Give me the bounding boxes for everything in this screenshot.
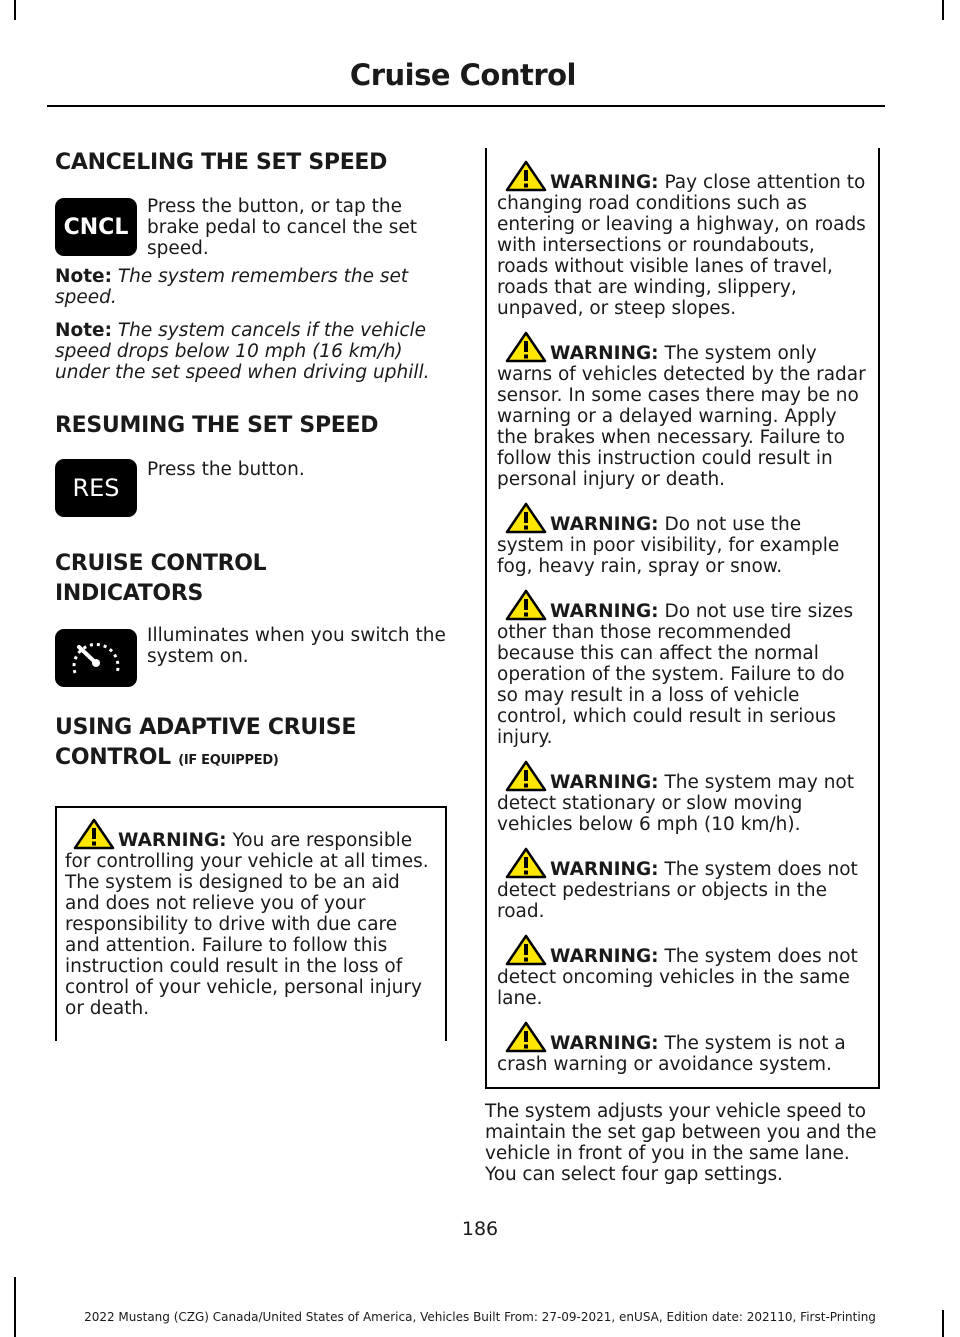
warning-text: The system is not a crash warning or avoidance system. [497, 1033, 846, 1075]
warning-item [497, 1021, 870, 1075]
warning-list [497, 160, 870, 1075]
warning-triangle-icon [505, 760, 547, 792]
warning-item [497, 589, 870, 748]
crop-mark-bottom-left [14, 1277, 16, 1337]
cncl-label: CNCL [63, 214, 129, 240]
page-number: 186 [461, 1218, 499, 1240]
warning-text: The system may not detect stationary or slow moving vehicles below 6 mph (10 km/h). [497, 772, 855, 835]
warning-box-right [485, 148, 880, 1089]
warning-label: WARNING: [118, 830, 227, 851]
warning-triangle-icon [505, 502, 547, 534]
note-label: Note: [55, 266, 112, 287]
left-column [55, 148, 447, 1041]
warning-item [65, 818, 437, 1019]
warning-triangle-icon [505, 934, 547, 966]
warning-item [497, 331, 870, 490]
warning-triangle-icon [505, 331, 547, 363]
section-heading-resuming: RESUMING THE SET SPEED [55, 413, 379, 438]
warning-triangle-icon [73, 818, 115, 850]
note-label: Note: [55, 320, 112, 341]
warning-triangle-icon [505, 589, 547, 621]
speedometer-svg [65, 633, 127, 683]
indicator-row [55, 625, 447, 687]
heading-line: USING ADAPTIVE CRUISE [55, 715, 357, 740]
resume-row [55, 459, 447, 521]
section-heading-adaptive [55, 713, 447, 776]
section-heading-canceling: CANCELING THE SET SPEED [55, 150, 388, 175]
if-equipped-label: (IF EQUIPPED) [178, 753, 279, 768]
warning-text: The system does not detect pedestrians or objects in the road. [497, 859, 858, 922]
warning-text: Do not use tire sizes other than those recommended because this can affect the normal operation of the system. Failure to do so may result in a loss of vehicle control, which could result in serious injury. [497, 601, 854, 748]
cncl-button-icon [55, 198, 137, 256]
indicator-text: Illuminates when you switch the system on. [147, 625, 446, 667]
crop-mark-top-left [14, 0, 16, 20]
warning-box-left [55, 806, 447, 1041]
warning-label: WARNING: [550, 514, 659, 535]
heading-line: INDICATORS [55, 581, 204, 606]
warning-triangle-icon [505, 1021, 547, 1053]
note-text: The system remembers the set speed. [55, 266, 409, 308]
page-title: Cruise Control [349, 58, 576, 92]
right-column [485, 148, 880, 1185]
warning-text: Pay close attention to changing road conditions such as entering or leaving a highway, on roads with intersections or roundabouts, roads without visible lanes of travel, roads that are winding, slippery, unpaved, or steep slopes. [497, 172, 866, 319]
warning-triangle-icon [505, 160, 547, 192]
warning-item [497, 160, 870, 319]
warning-label: WARNING: [550, 172, 659, 193]
res-label: RES [72, 474, 120, 502]
cancel-row [55, 196, 447, 262]
section-heading-indicators [55, 549, 447, 609]
warning-label: WARNING: [550, 343, 659, 364]
warning-text: Do not use the system in poor visibility, for example fog, heavy rain, spray or snow. [497, 514, 840, 577]
res-button-icon [55, 459, 137, 517]
cancel-text: Press the button, or tap the brake pedal to cancel the set speed. [147, 196, 418, 259]
warning-label: WARNING: [550, 1033, 659, 1054]
footer-text: 2022 Mustang (CZG) Canada/United States of America, Vehicles Built From: 27-09-2021, enUSA, Edition date: 202110, First-Printing [84, 1310, 876, 1324]
warning-label: WARNING: [550, 946, 659, 967]
warning-label: WARNING: [550, 601, 659, 622]
header-divider [47, 105, 885, 107]
note-text: The system cancels if the vehicle speed drops below 10 mph (16 km/h) under the set speed when driving uphill. [55, 320, 430, 383]
crop-mark-top-right [942, 0, 944, 20]
note-remember [55, 266, 447, 308]
warning-label: WARNING: [550, 859, 659, 880]
heading-line: CONTROL [55, 745, 171, 770]
warning-triangle-icon [505, 847, 547, 879]
warning-item [497, 934, 870, 1009]
note-uphill [55, 320, 447, 383]
warning-item [497, 847, 870, 922]
heading-line: CRUISE CONTROL [55, 551, 267, 576]
warning-item [497, 760, 870, 835]
warning-label: WARNING: [550, 772, 659, 793]
warning-item [497, 502, 870, 577]
warning-text: You are responsible for controlling your vehicle at all times. The system is designed to be an aid and does not relieve you of your responsibility to drive with due care and attention. Failure to follow this instruction could result in the loss of control of your vehicle, personal injury or death. [65, 830, 429, 1019]
warning-text: The system only warns of vehicles detected by the radar sensor. In some cases there may be no warning or a delayed warning. Apply the brakes when necessary. Failure to follow this instruction could result in personal injury or death. [497, 343, 866, 490]
warning-text: The system does not detect oncoming vehicles in the same lane. [497, 946, 858, 1009]
speedometer-icon [55, 629, 137, 687]
resume-text: Press the button. [147, 459, 305, 480]
adaptive-body-text: The system adjusts your vehicle speed to maintain the set gap between you and the vehicle in front of you in the same lane. You can select four gap settings. [485, 1101, 877, 1185]
